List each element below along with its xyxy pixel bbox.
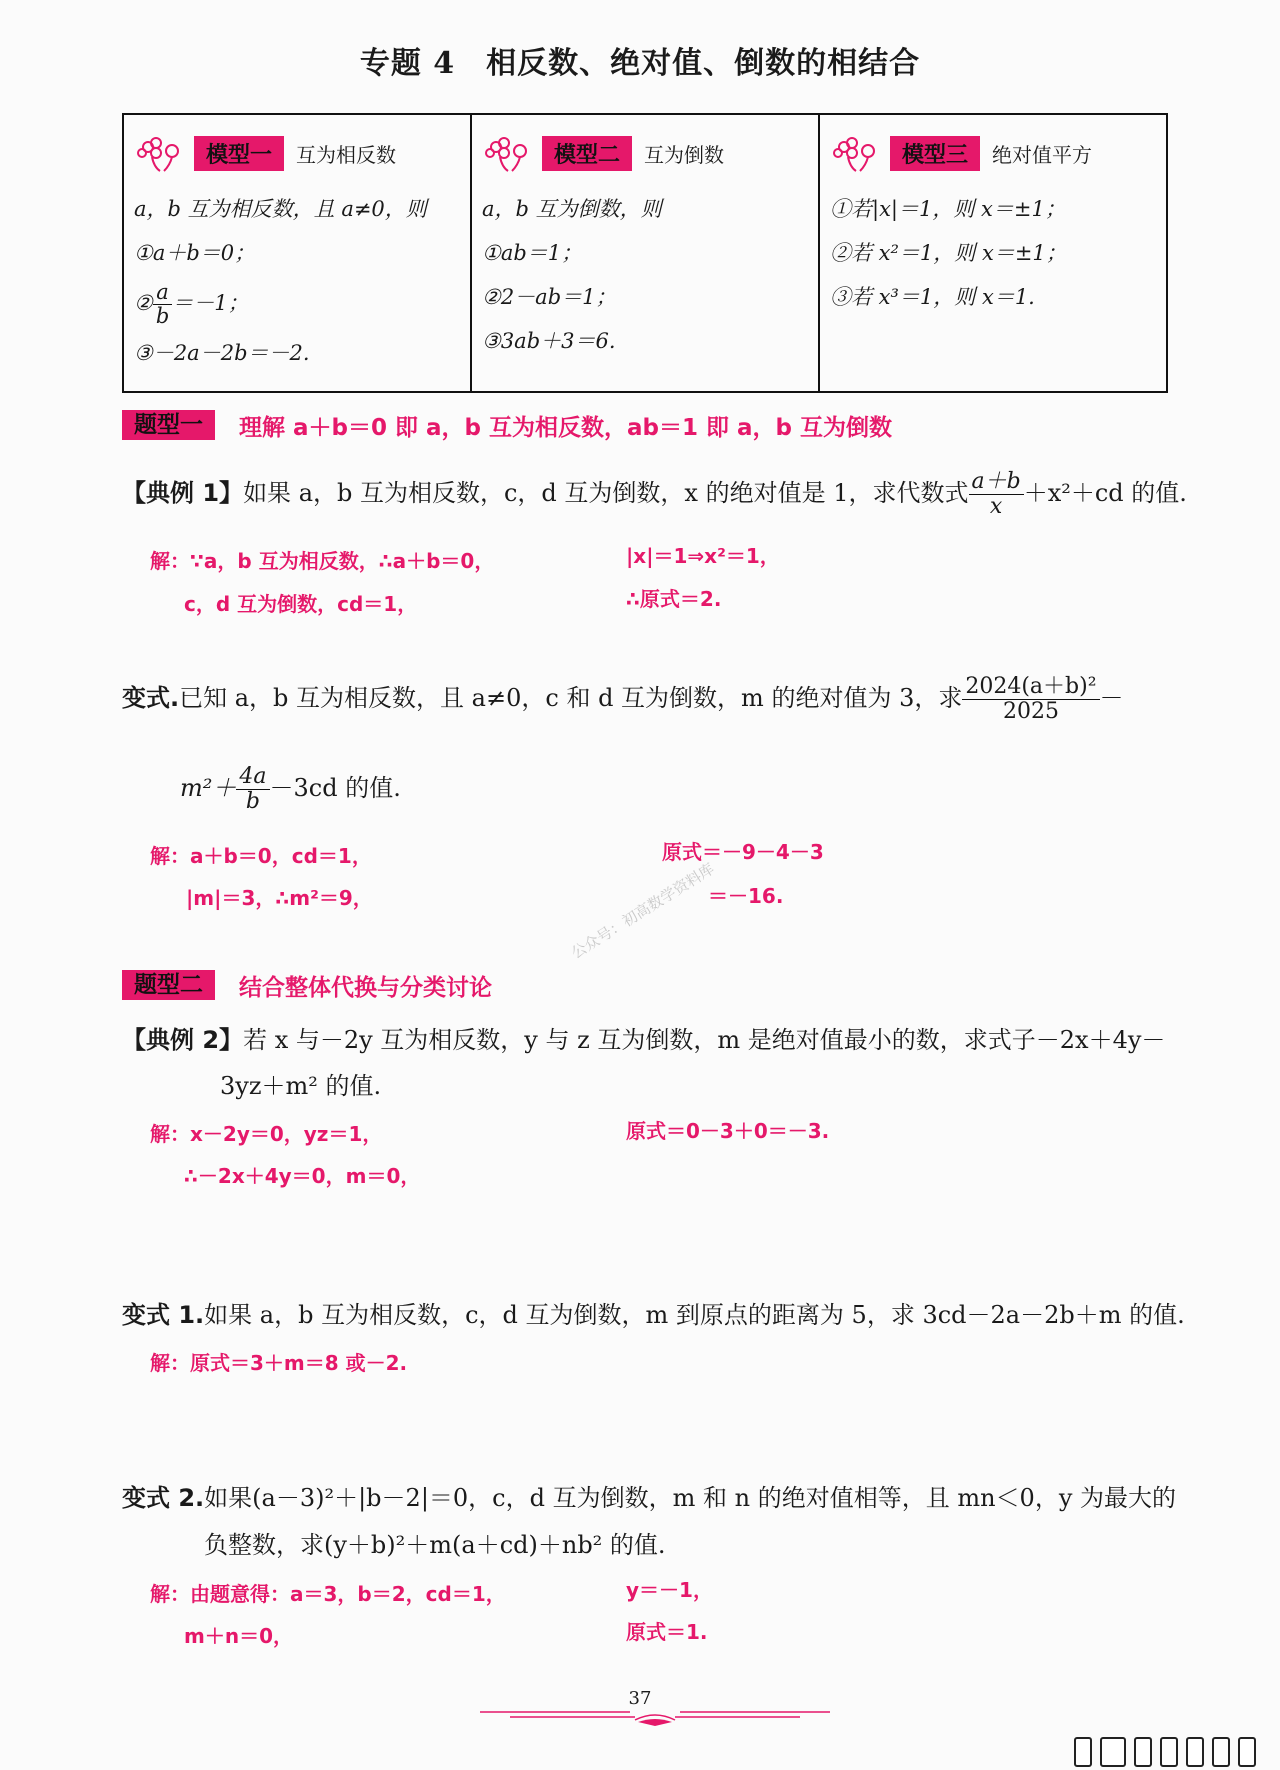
fraction: $\frac{a}{b}$ — [153, 281, 172, 328]
solution-line: ∴－2x＋4y＝0，m＝0， — [184, 1164, 421, 1188]
solution-line: 解：由题意得：a＝3，b＝2，cd＝1， — [150, 1582, 506, 1606]
solution-line: 原式＝1. — [626, 1620, 708, 1644]
problem-text: 若 x 与－2y 互为相反数，y 与 z 互为倒数，m 是绝对值最小的数，求式子－2x＋4y－ — [243, 1026, 1166, 1054]
problem-label: 变式 1. — [122, 1301, 205, 1329]
problem-text: 已知 a，b 互为相反数，且 a≠0，c 和 d 互为倒数，m 的绝对值为 3，求 — [179, 684, 963, 713]
example-one — [122, 470, 1187, 519]
model-line — [134, 275, 460, 331]
example-two — [122, 1020, 1165, 1055]
watermark: 公众号：初高数学资料库 — [568, 859, 718, 963]
problem-text: 负整数，求(y＋b)²＋m(a＋cd)＋nb² 的值. — [204, 1531, 666, 1559]
solution-line: |m|＝3，∴m²＝9， — [186, 886, 373, 910]
type-text: 理解 a＋b＝0 即 a，b 互为相反数，ab＝1 即 a，b 互为倒数 — [239, 414, 892, 441]
solution-line: 解：x－2y＝0，yz＝1， — [150, 1122, 383, 1146]
problem-text: 如果(a－3)²＋|b－2|＝0，c，d 互为倒数，m 和 n 的绝对值相等，且 mn＜0，y 为最大的 — [204, 1484, 1177, 1512]
problem-text: m²＋ — [180, 774, 237, 803]
solution-line: ＝－16. — [708, 884, 784, 908]
model-line: ①ab＝1； — [482, 241, 583, 265]
variant-two-one — [122, 1295, 1185, 1330]
model-line: ②2－ab＝1； — [482, 285, 617, 309]
solution-line: y＝－1， — [626, 1578, 713, 1602]
model-line: ③若 x³＝1，则 x＝1. — [830, 285, 1035, 309]
model-line: a，b 互为相反数，且 a≠0，则 — [134, 197, 427, 221]
block-mark — [1100, 1737, 1126, 1767]
model-line: ③－2a－2b＝－2. — [134, 341, 310, 365]
problem-text: 如果 a，b 互为相反数，c，d 互为倒数，m 到原点的距离为 5，求 3cd－2a－2b＋m 的值. — [204, 1301, 1185, 1329]
model-line: ②若 x²＝1，则 x＝±1； — [830, 241, 1067, 265]
fraction: $\frac{4a}{b}$ — [236, 765, 269, 814]
model-tag: 模型三 — [890, 136, 980, 171]
flower-icon — [134, 133, 192, 173]
model-name: 互为相反数 — [296, 142, 397, 167]
block-mark — [1186, 1737, 1204, 1767]
model-line: ③3ab＋3＝6. — [482, 329, 616, 353]
type-text: 结合整体代换与分类讨论 — [239, 974, 492, 1001]
solution-line: 解：∵a，b 互为相反数，∴a＋b＝0， — [150, 549, 495, 573]
solution-line: 原式＝0－3＋0＝－3. — [626, 1119, 830, 1143]
type-tag: 题型二 — [122, 970, 215, 1000]
model-tag: 模型二 — [542, 136, 632, 171]
minus-sign: － — [1099, 684, 1124, 713]
model-tag: 模型一 — [194, 136, 284, 171]
model-line-text: ＝－1； — [172, 291, 249, 315]
block-mark — [1160, 1737, 1178, 1767]
model-two — [472, 115, 820, 391]
model-one — [124, 115, 472, 391]
problem-text: ＋x²＋cd 的值. — [1023, 479, 1187, 508]
type-one-header — [122, 410, 892, 440]
page-title: 专题 4 相反数、绝对值、倒数的相结合 — [359, 46, 921, 81]
flower-icon — [830, 133, 888, 173]
solution-line: ∴原式＝2. — [626, 587, 722, 611]
block-mark — [1212, 1737, 1230, 1767]
model-three — [820, 115, 1166, 391]
block-mark — [1134, 1737, 1152, 1767]
variant-one — [122, 675, 1124, 724]
problem-text: 如果 a，b 互为相反数，c，d 互为倒数，x 的绝对值是 1，求代数式 — [243, 479, 969, 508]
problem-text: 3yz＋m² 的值. — [220, 1072, 382, 1100]
problem-label: 变式. — [122, 684, 180, 713]
fraction: $\frac{\text{2024(a＋b)²}}{2025}$ — [962, 675, 1099, 724]
variant-one-cont — [180, 765, 401, 814]
solution-line: |x|＝1⇒x²＝1， — [626, 544, 780, 568]
flower-icon — [482, 133, 540, 173]
model-name: 绝对值平方 — [992, 142, 1093, 167]
model-line: ①a＋b＝0； — [134, 241, 256, 265]
problem-label: 【典例 2】 — [122, 1026, 244, 1054]
model-line: a，b 互为倒数，则 — [482, 197, 662, 221]
variant-two-two — [122, 1478, 1176, 1513]
type-tag: 题型一 — [122, 410, 215, 440]
decorative-blocks — [1074, 1737, 1256, 1767]
solution-line: m＋n＝0， — [184, 1624, 293, 1648]
problem-text: －3cd 的值. — [269, 774, 401, 803]
problem-label: 变式 2. — [122, 1484, 205, 1512]
page-number: 37 — [628, 1688, 652, 1709]
type-two-header — [122, 970, 492, 1000]
models-table — [122, 113, 1168, 393]
block-mark — [1238, 1737, 1256, 1767]
solution-line: c，d 互为倒数，cd＝1， — [184, 592, 418, 616]
model-line: ①若|x|＝1，则 x＝±1； — [830, 197, 1066, 221]
problem-label: 【典例 1】 — [122, 479, 244, 508]
solution-line: 解：a＋b＝0，cd＝1， — [150, 844, 372, 868]
solution-line: 解：原式＝3＋m＝8 或－2. — [150, 1351, 408, 1375]
fraction: $\frac{a+b}{x}$ — [969, 470, 1024, 519]
solution-line: 原式＝－9－4－3 — [662, 840, 824, 864]
block-mark — [1074, 1737, 1092, 1767]
circled-number: ② — [134, 291, 153, 315]
model-name: 互为倒数 — [644, 142, 725, 167]
